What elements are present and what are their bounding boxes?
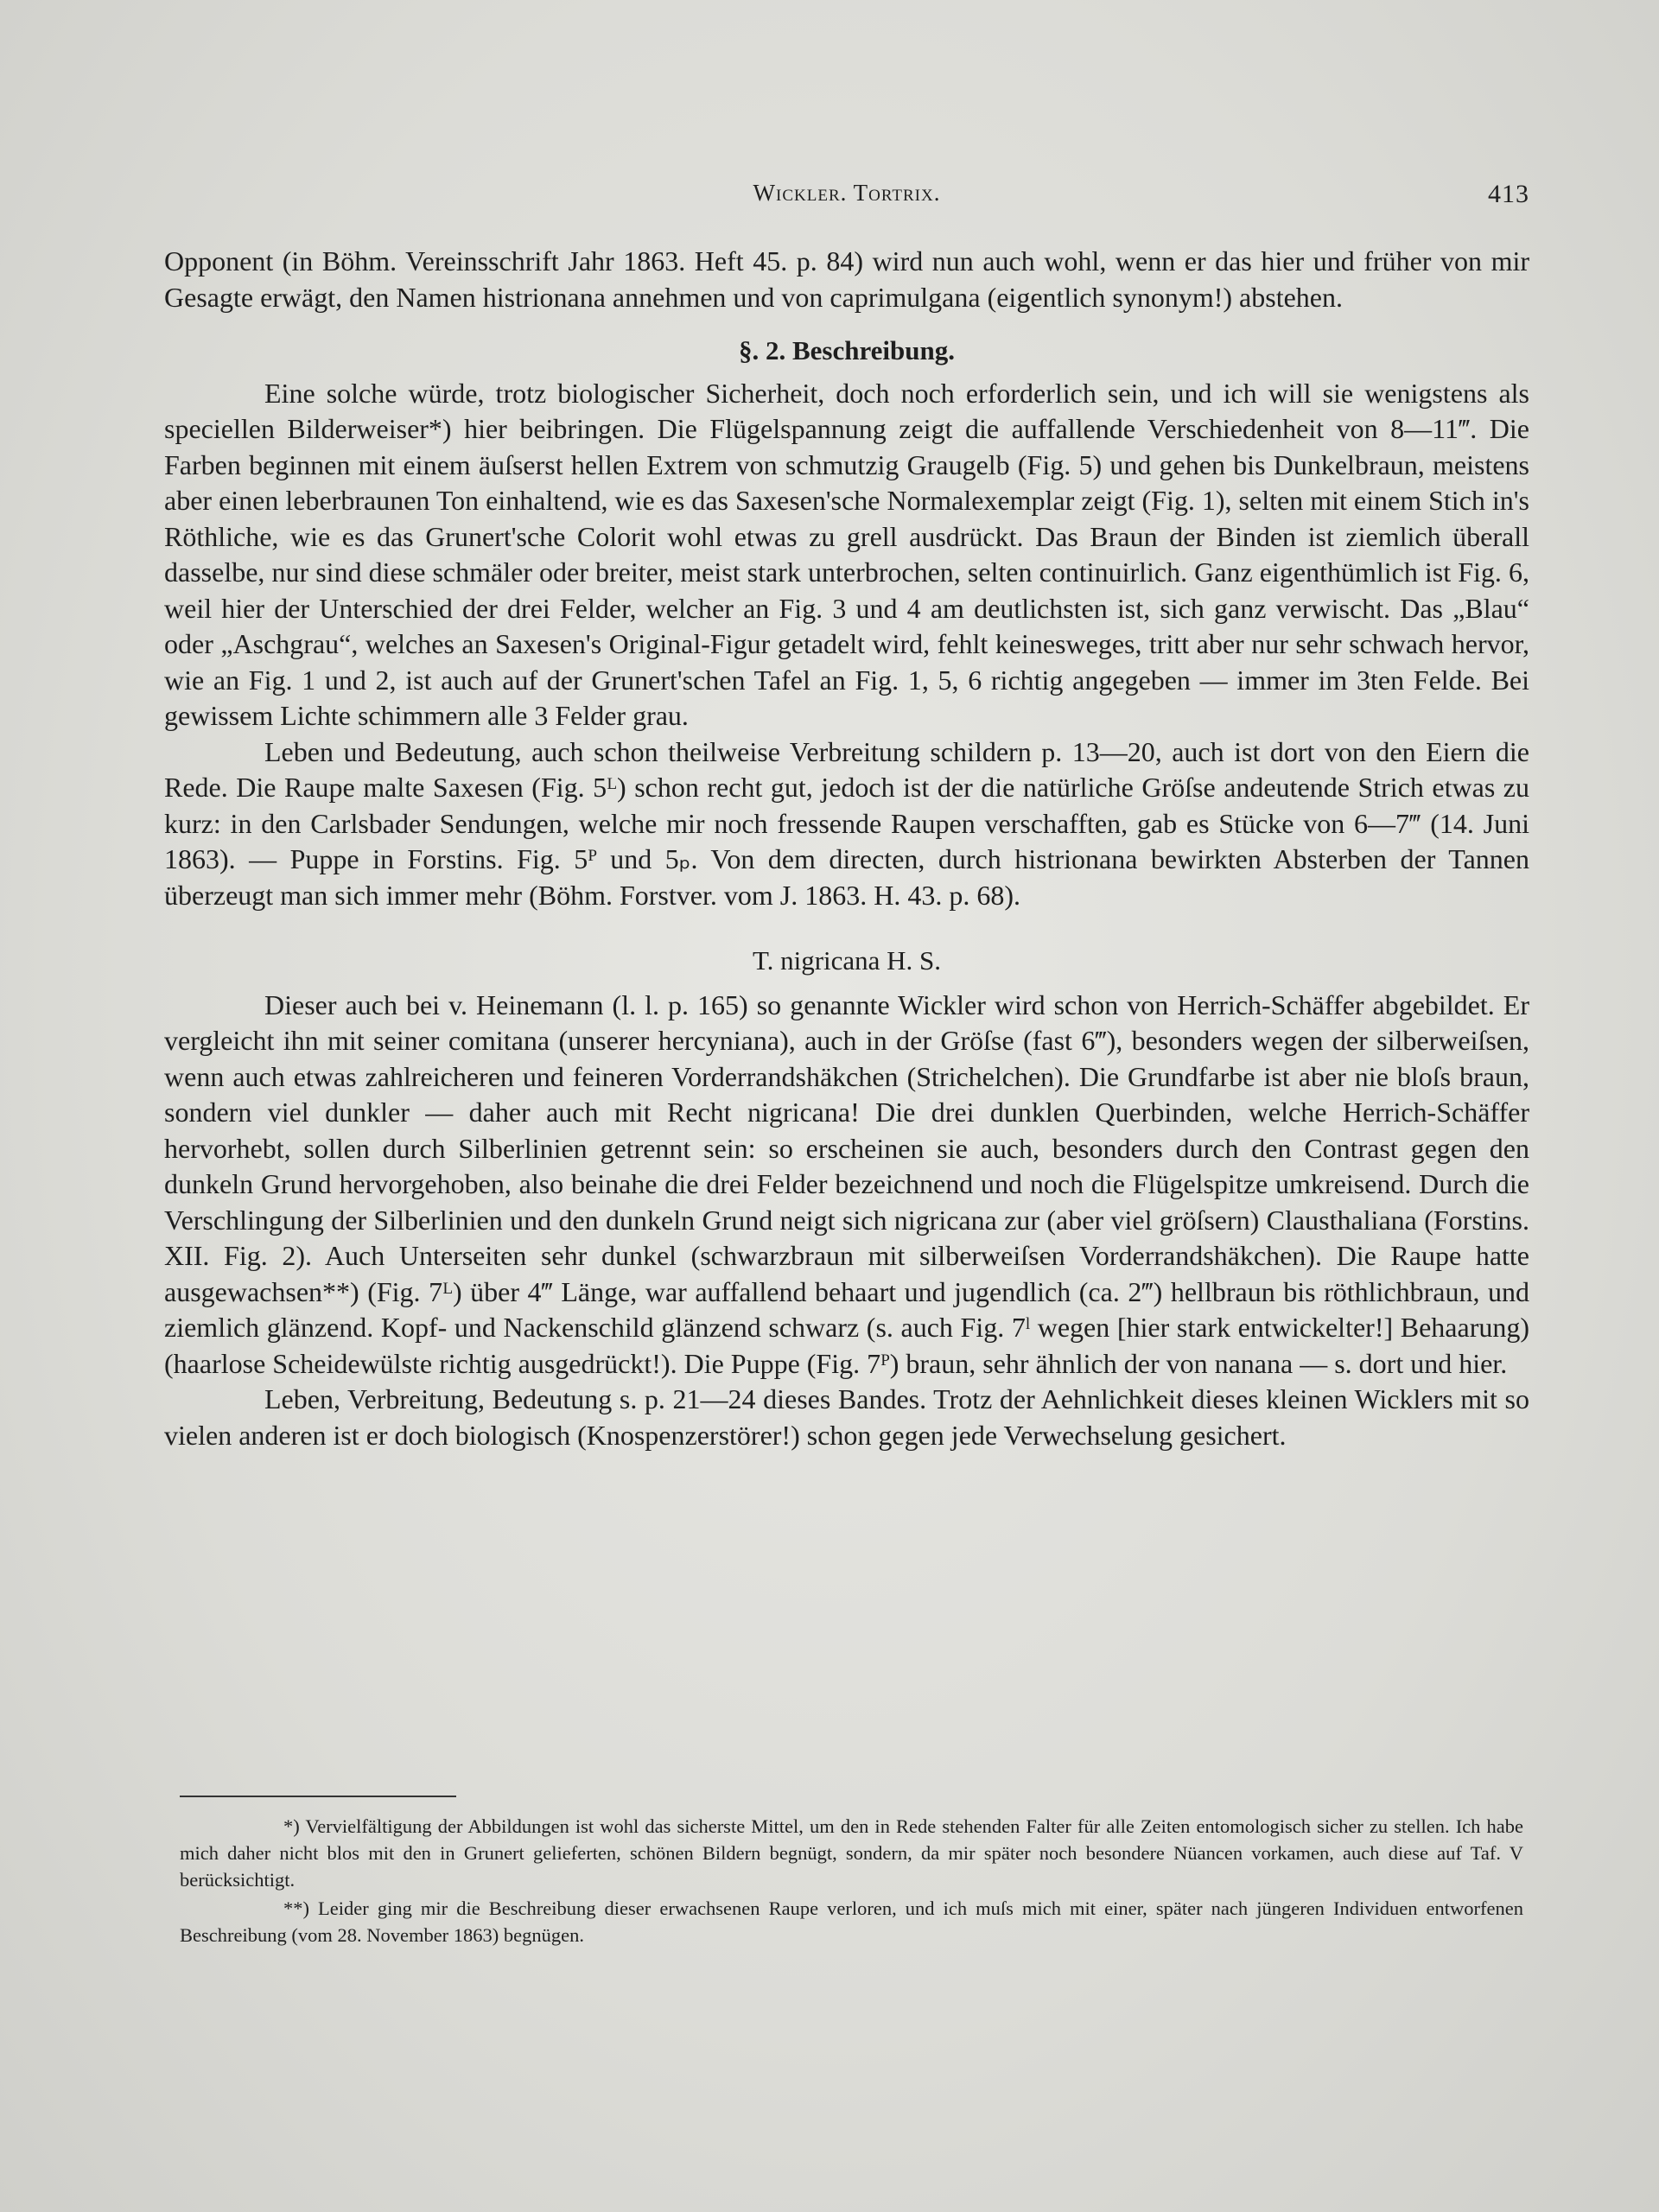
paragraph-leben: Leben und Bedeutung, auch schon theilweise Verbreitung schildern p. 13—20, auch ist dort von den Eiern die Rede. Die Raupe malte Saxesen (Fig. 5ᴸ) schon recht gut, jedoch ist der die natürliche Gröſse andeutende Strich etwas zu kurz: in den Carlsbader Sendungen, welche mir noch fressende Raupen verschafften, gab es Stücke von 6—7‴ (14. Juni 1863). — Puppe in Forstins. Fig. 5ᴾ und 5ₚ. Von dem directen, durch histrionana bewirkten Absterben der Tannen überzeugt man sich immer mehr (Böhm. Forstver. vom J. 1863. H. 43. p. 68). — [164, 735, 1529, 911]
paragraph-opponent: Opponent (in Böhm. Vereinsschrift Jahr 1863. Heft 45. p. 84) wird nun auch wohl, wenn er das hier und früher von mir Gesagte erwägt, den Namen histrionana annehmen und von caprimulgana (eigentlich synonym!) abstehen. — [164, 245, 1529, 313]
running-title: Wickler. Tortrix. — [753, 180, 941, 206]
footnote-2: **) Leider ging mir die Beschreibung dieser erwachsenen Raupe verloren, und ich muſs mich mit einer, später nach jüngeren Individuen entworfenen Beschreibung (vom 28. November 1863) begnügen. — [180, 1897, 1523, 1946]
page-number: 413 — [1488, 180, 1529, 208]
running-header — [164, 180, 1529, 214]
paragraph-description: Eine solche würde, trotz biologischer Sicherheit, doch noch erforderlich sein, und ich will sie wenigstens als speciellen Bilderweiser*) hier beibringen. Die Flügelspannung zeigt die auffallende Verschiedenheit von 8—11‴. Die Farben beginnen mit einem äuſserst hellen Extrem von schmutzig Graugelb (Fig. 5) und gehen bis Dunkelbraun, meistens aber einen leberbraunen Ton einhaltend, wie es das Saxesen'sche Normalexemplar zeigt (Fig. 1), selten mit einem Stich in's Röthliche, wie es das Grunert'sche Colorit wohl etwas zu grell ausdrückt. Das Braun der Binden ist ziemlich überall dasselbe, nur sind diese schmäler oder breiter, meist stark unterbrochen, selten continuirlich. Ganz eigenthümlich ist Fig. 6, weil hier der Unterschied der drei Felder, welcher an Fig. 3 und 4 am deutlichsten ist, sich ganz verwischt. Das „Blau“ oder „Aschgrau“, welches an Saxesen's Original-Figur getadelt wird, fehlt keinesweges, tritt aber nur sehr schwach hervor, wie an Fig. 1 und 2, ist auch auf der Grunert'schen Tafel an Fig. 1, 5, 6 richtig angegeben — immer im 3ten Felde. Bei gewissem Lichte schimmern alle 3 Felder grau. — [164, 377, 1529, 731]
footnote-1: *) Vervielfältigung der Abbildungen ist wohl das sicherste Mittel, um den in Rede stehenden Falter für alle Zeiten entomologisch sicher zu stellen. Ich habe mich daher nicht blos mit den in Grunert gelieferten, schönen Bildern begnügt, sondern, da mir später noch besondere Nüancen vorkamen, auch diese auf Taf. V berücksichtigt. — [180, 1815, 1523, 1891]
species-heading: T. nigricana H. S. — [752, 945, 942, 976]
footnote-rule — [180, 1796, 456, 1797]
main-text — [164, 244, 1529, 1453]
footnotes — [180, 1813, 1523, 1950]
paragraph-nigricana: Dieser auch bei v. Heinemann (l. l. p. 165) so genannte Wickler wird schon von Herrich-Schäffer abgebildet. Er vergleicht ihn mit seiner comitana (unserer hercyniana), auch in der Gröſse (fast 6‴), besonders wegen der silberweiſsen, wenn auch etwas zahlreicheren und feineren Vorderrandshäkchen (Strichelchen). Die Grundfarbe ist aber nie bloſs braun, sondern viel dunkler — daher auch mit Recht nigricana! Die drei dunklen Querbinden, welche Herrich-Schäffer hervorhebt, sollen durch Silberlinien getrennt sein: so erscheinen sie auch, besonders durch den Contrast gegen den dunkeln Grund hervorgehoben, also beinahe die drei Felder bezeichnend und noch die Flügelspitze umkreisend. Durch die Verschlingung der Silberlinien und den dunkeln Grund neigt sich nigricana zur (aber viel gröſsern) Clausthaliana (Forstins. XII. Fig. 2). Auch Unterseiten sehr dunkel (schwarzbraun mit silberweiſsen Vorderrandshäkchen). Die Raupe hatte ausgewachsen**) (Fig. 7ᴸ) über 4‴ Länge, war auffallend behaart und jugendlich (ca. 2‴) hellbraun bis röthlichbraun, und ziemlich glänzend. Kopf- und Nackenschild glänzend schwarz (s. auch Fig. 7ˡ wegen [hier stark entwickelter!] Behaarung) (haarlose Scheidewülste richtig ausgedrückt!). Die Puppe (Fig. 7ᴾ) braun, sehr ähnlich der von nanana — s. dort und hier. — [164, 988, 1529, 1379]
paragraph-verbreitung: Leben, Verbreitung, Bedeutung s. p. 21—24 dieses Bandes. Trotz der Aehnlichkeit dieses kleinen Wicklers mit so vielen anderen ist er doch biologisch (Knospenzerstörer!) schon gegen jede Verwechselung gesichert. — [164, 1383, 1529, 1451]
section-heading: §. 2. Beschreibung. — [738, 335, 956, 365]
